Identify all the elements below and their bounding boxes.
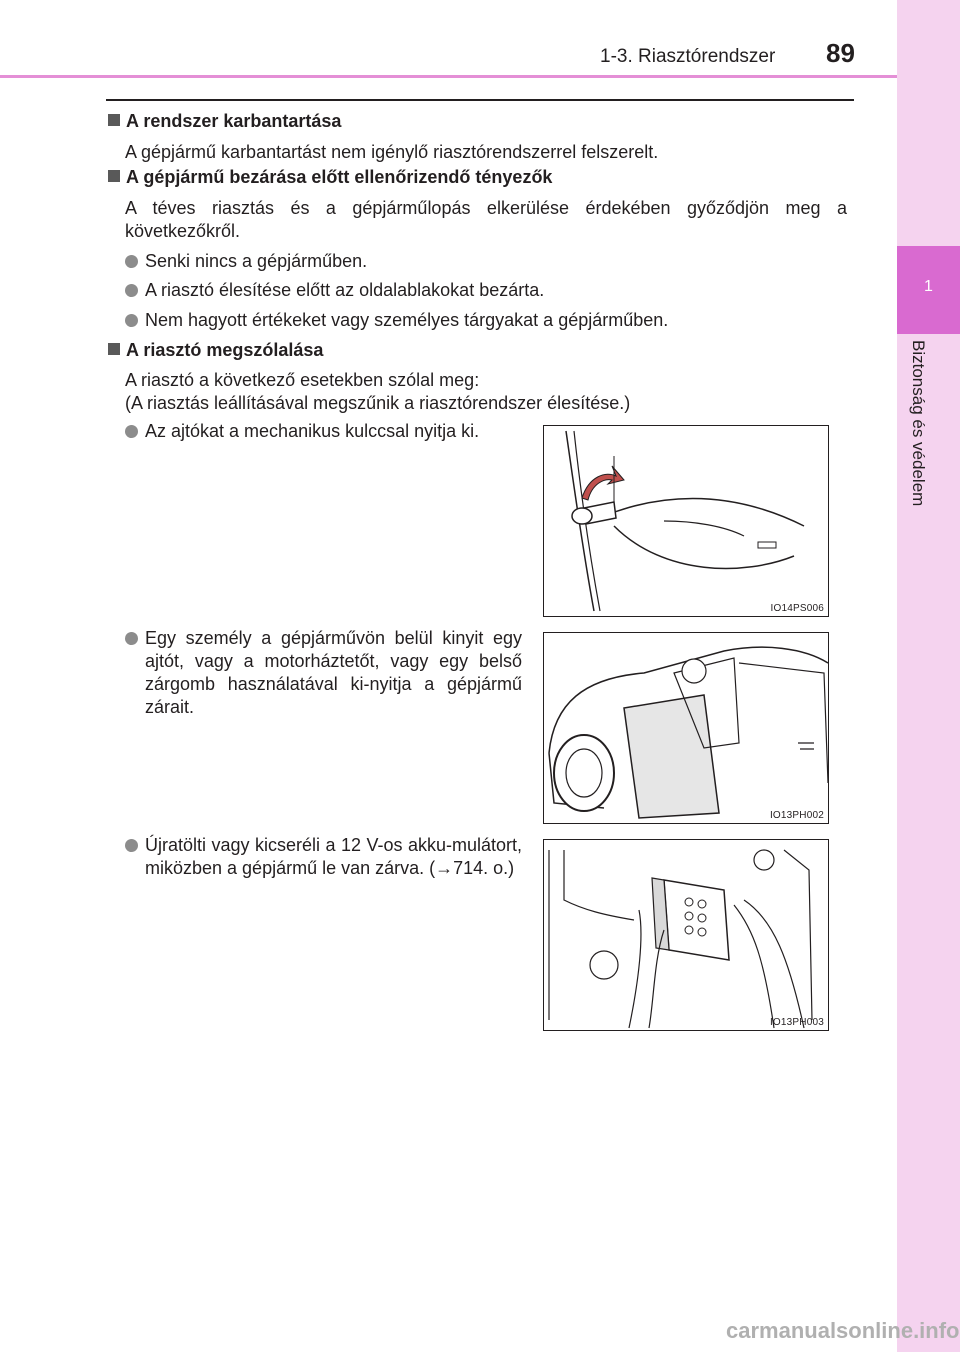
bullet-dot-icon <box>125 314 138 327</box>
figure-code: IO13PH003 <box>769 1017 824 1028</box>
section-heading <box>108 111 341 132</box>
list-item <box>125 309 668 332</box>
car-open-door-drawing <box>544 633 828 823</box>
list-item-text: Nem hagyott értékeket vagy személyes tárgyakat a gépjárműben. <box>145 310 669 330</box>
square-bullet-icon <box>108 170 120 182</box>
content-rule <box>106 99 854 101</box>
square-bullet-icon <box>108 114 120 126</box>
square-bullet-icon <box>108 343 120 355</box>
paragraph: A téves riasztás és a gépjárműlopás elkerülése érdekében győződjön meg a következőkről. <box>125 198 847 241</box>
paragraph: (A riasztás leállításával megszűnik a riasztórendszer élesítése.) <box>125 393 631 413</box>
section-heading <box>108 167 552 188</box>
watermark: carmanualsonline.info <box>726 1318 960 1343</box>
list-item <box>125 250 367 273</box>
list-item <box>125 279 544 302</box>
chapter-title: Biztonság és védelem <box>909 340 928 507</box>
heading-text: A gépjármű bezárása előtt ellenőrizendő tényezők <box>126 167 553 187</box>
header-divider <box>0 75 897 78</box>
bullet-dot-icon <box>125 632 138 645</box>
list-item-text: Az ajtókat a mechanikus kulccsal nyitja ki. <box>145 421 480 441</box>
chapter-side-tab[interactable] <box>897 0 960 1352</box>
chapter-number: 1 <box>924 278 933 295</box>
list-item <box>125 627 522 719</box>
paragraph: A riasztó a következő esetekben szólal meg: <box>125 370 480 390</box>
open-door-illustration <box>543 632 829 824</box>
section-heading <box>108 340 323 361</box>
paragraph: A gépjármű karbantartást nem igénylő riasztórendszerrel felszerelt. <box>125 142 659 162</box>
bullet-dot-icon <box>125 425 138 438</box>
bullet-dot-icon <box>125 255 138 268</box>
list-item <box>125 420 522 443</box>
list-item-text: Egy személy a gépjárművön belül kinyit egy ajtót, vagy a motorháztetőt, vagy egy belső zárgomb használatával ki-nyitja a gépjármű zárait. <box>145 628 522 717</box>
battery-illustration <box>543 839 829 1031</box>
bullet-dot-icon <box>125 839 138 852</box>
door-key-drawing <box>544 426 828 616</box>
figure-code: IO13PH002 <box>769 810 824 821</box>
page-number: 89 <box>826 38 855 68</box>
door-key-illustration <box>543 425 829 617</box>
section-title: 1-3. Riasztórendszer <box>600 46 776 67</box>
list-item-text: A riasztó élesítése előtt az oldalablakokat bezárta. <box>145 280 545 300</box>
list-item-text: Újratölti vagy kicseréli a 12 V-os akku-mulátort, miközben a gépjármű le van zárva. (→714. o.) <box>145 835 522 878</box>
heading-text: A riasztó megszólalása <box>126 340 324 360</box>
battery-replacement-drawing <box>544 840 828 1030</box>
heading-text: A rendszer karbantartása <box>126 111 342 131</box>
bullet-dot-icon <box>125 284 138 297</box>
list-item <box>125 834 522 880</box>
figure-code: IO14PS006 <box>770 603 824 614</box>
list-item-text: Senki nincs a gépjárműben. <box>145 251 368 271</box>
